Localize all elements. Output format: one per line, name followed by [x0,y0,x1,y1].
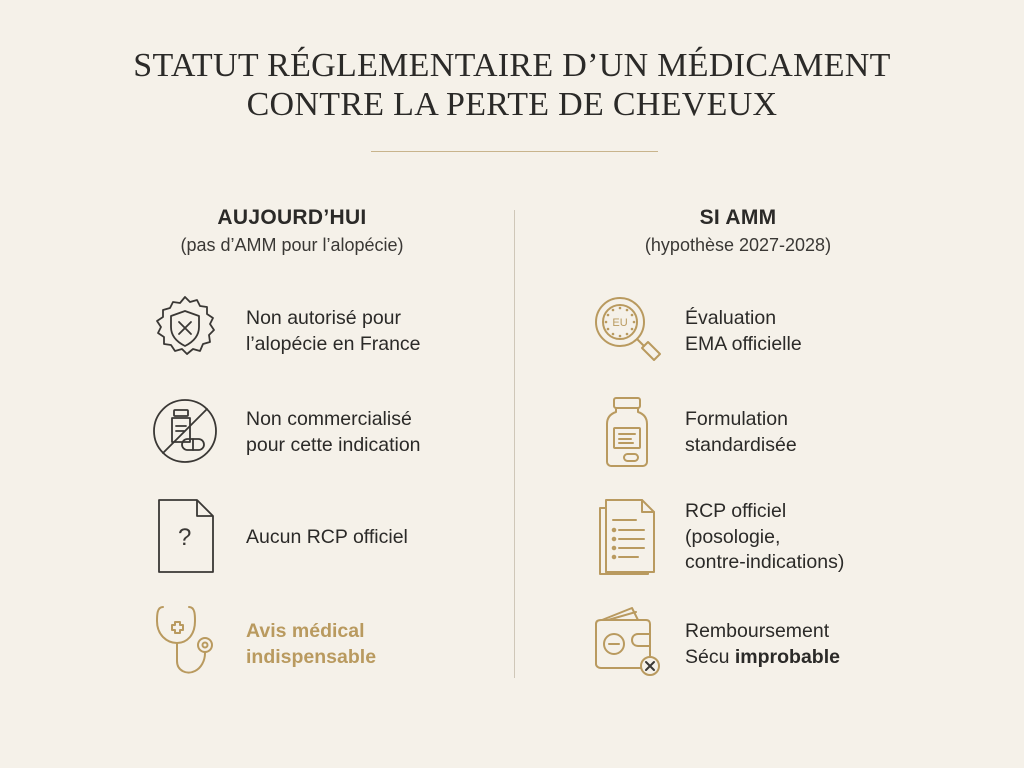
right-item-2-label [685,407,797,458]
label-line: Aucun RCP officiel [246,526,408,548]
document-question-icon [157,498,215,574]
document-list-icon [598,498,658,576]
left-column-header [122,204,462,258]
label-line: contre-indications) [685,551,845,573]
title-line-1: STATUT RÉGLEMENTAIRE D’UN MÉDICAMENT [133,47,891,84]
label-line: EMA officielle [685,332,802,355]
left-item-1-label [246,306,421,357]
emphasis-text: improbable [734,645,840,668]
no-medication-icon [152,398,218,464]
left-item-4-label [246,619,376,670]
column-divider [514,210,515,678]
left-subheading: (pas d’AMM pour l’alopécie) [180,235,404,255]
page-title [0,46,1024,124]
label-line: Formulation [685,408,788,430]
label-line: Remboursement [685,620,830,642]
label-line: indispensable [246,645,377,668]
medicine-bottle-icon [604,396,650,468]
right-heading: SI AMM [699,206,777,229]
title-line-2: CONTRE LA PERTE DE CHEVEUX [246,86,778,123]
label-line: pour cette indication [246,433,421,456]
stethoscope-icon [153,603,219,679]
label-line [685,645,840,671]
label-line: standardisée [685,433,797,456]
svg-text:?: ? [178,524,192,551]
label-line: Évaluation [685,307,777,329]
right-column-header [568,204,908,258]
title-underline [371,151,658,152]
right-item-3-label [685,499,844,576]
right-item-1-label [685,306,802,357]
eu-badge-text: EU [612,317,628,329]
right-item-4-label [685,619,840,670]
label-line: (posologie, [685,525,781,548]
eu-magnifier-icon [592,294,664,366]
left-item-3-label [246,525,408,551]
label-text: Sécu [685,645,735,668]
right-subheading: (hypothèse 2027-2028) [644,235,832,255]
left-heading: AUJOURD’HUI [217,206,367,229]
label-line: Non autorisé pour [246,307,402,329]
label-line: Non commercialisé [246,408,412,430]
wallet-minus-icon [592,606,664,678]
shield-x-icon [152,295,218,361]
left-item-2-label [246,407,421,458]
label-line: l’alopécie en France [246,332,421,355]
label-line: RCP officiel [685,500,787,522]
label-line: Avis médical [246,620,365,642]
